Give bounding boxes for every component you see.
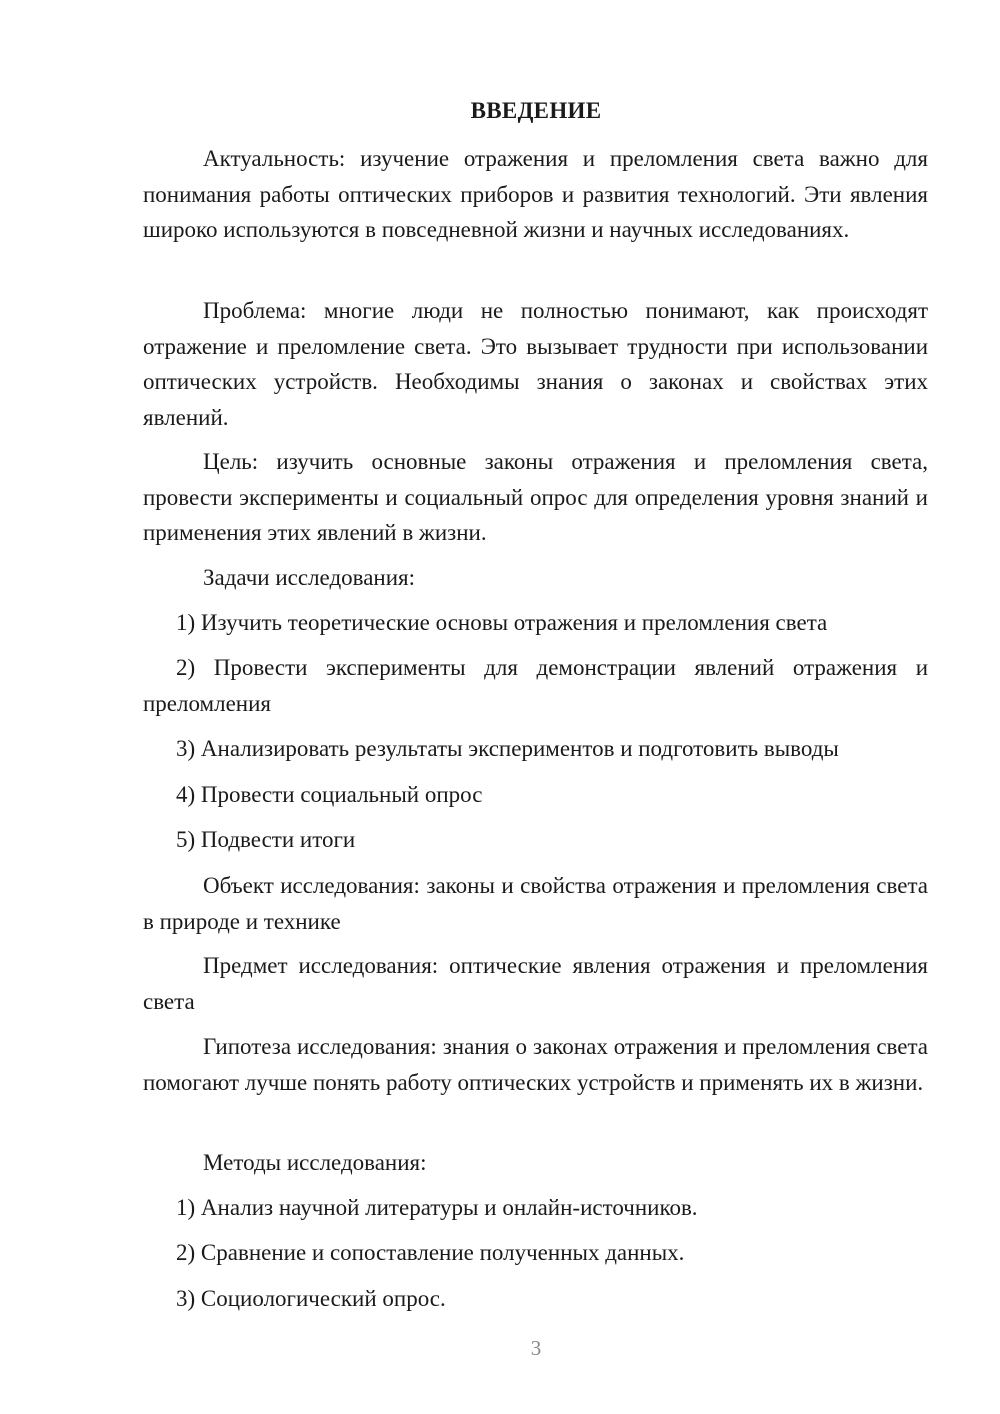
task-item-3: [143, 731, 928, 767]
task-item-5: [143, 822, 928, 858]
method-item-3: [143, 1281, 928, 1317]
problem-paragraph: [143, 293, 928, 435]
list-item: 2) Сравнение и сопоставление полученных данных.: [176, 1240, 685, 1265]
list-item: 1) Анализ научной литературы и онлайн-источников.: [176, 1195, 698, 1220]
list-item: 3) Социологический опрос.: [176, 1286, 446, 1311]
methods-heading-block: [143, 1145, 928, 1181]
tasks-heading-block: [143, 560, 928, 596]
hypothesis-text: Гипотеза исследования: знания о законах отражения и преломления света помогают лучше понять работу оптических устройств и применять их в жизни.: [143, 1034, 928, 1095]
page-number: 3: [530, 1336, 542, 1360]
page-title: ВВЕДЕНИЕ: [470, 98, 602, 123]
list-item: 3) Анализировать результаты экспериментов и подготовить выводы: [176, 736, 839, 761]
goal-paragraph: [143, 444, 928, 551]
relevance-paragraph: [143, 141, 928, 248]
list-item: 2) Провести эксперименты для демонстрации явлений отражения и преломления: [143, 655, 928, 716]
subject-paragraph: [143, 948, 928, 1019]
goal-text: Цель: изучить основные законы отражения и преломления света, провести эксперименты и социальный опрос для определения уровня знаний и применения этих явлений в жизни.: [143, 449, 928, 545]
relevance-text: Актуальность: изучение отражения и преломления света важно для понимания работы оптических приборов и развития технологий. Эти явления широко используются в повседневной жизни и научных исследованиях.: [143, 146, 928, 242]
method-item-2: [143, 1235, 928, 1271]
list-item: 4) Провести социальный опрос: [176, 782, 483, 807]
problem-text: Проблема: многие люди не полностью понимают, как происходят отражение и преломление света. Это вызывает трудности при использовании оптических устройств. Необходимы знания о законах и свойствах этих явлений.: [143, 298, 928, 430]
methods-heading: Методы исследования:: [203, 1150, 427, 1175]
hypothesis-paragraph: [143, 1029, 928, 1100]
task-item-1: [143, 605, 928, 641]
method-item-1: [143, 1190, 928, 1226]
list-item: 1) Изучить теоретические основы отражения и преломления света: [176, 610, 828, 635]
task-item-4: [143, 777, 928, 813]
object-text: Объект исследования: законы и свойства отражения и преломления света в природе и технике: [143, 873, 928, 934]
task-item-2: [143, 650, 928, 721]
list-item: 5) Подвести итоги: [176, 827, 356, 852]
tasks-heading: Задачи исследования:: [203, 565, 416, 590]
object-paragraph: [143, 868, 928, 939]
subject-text: Предмет исследования: оптические явления отражения и преломления света: [143, 953, 928, 1014]
